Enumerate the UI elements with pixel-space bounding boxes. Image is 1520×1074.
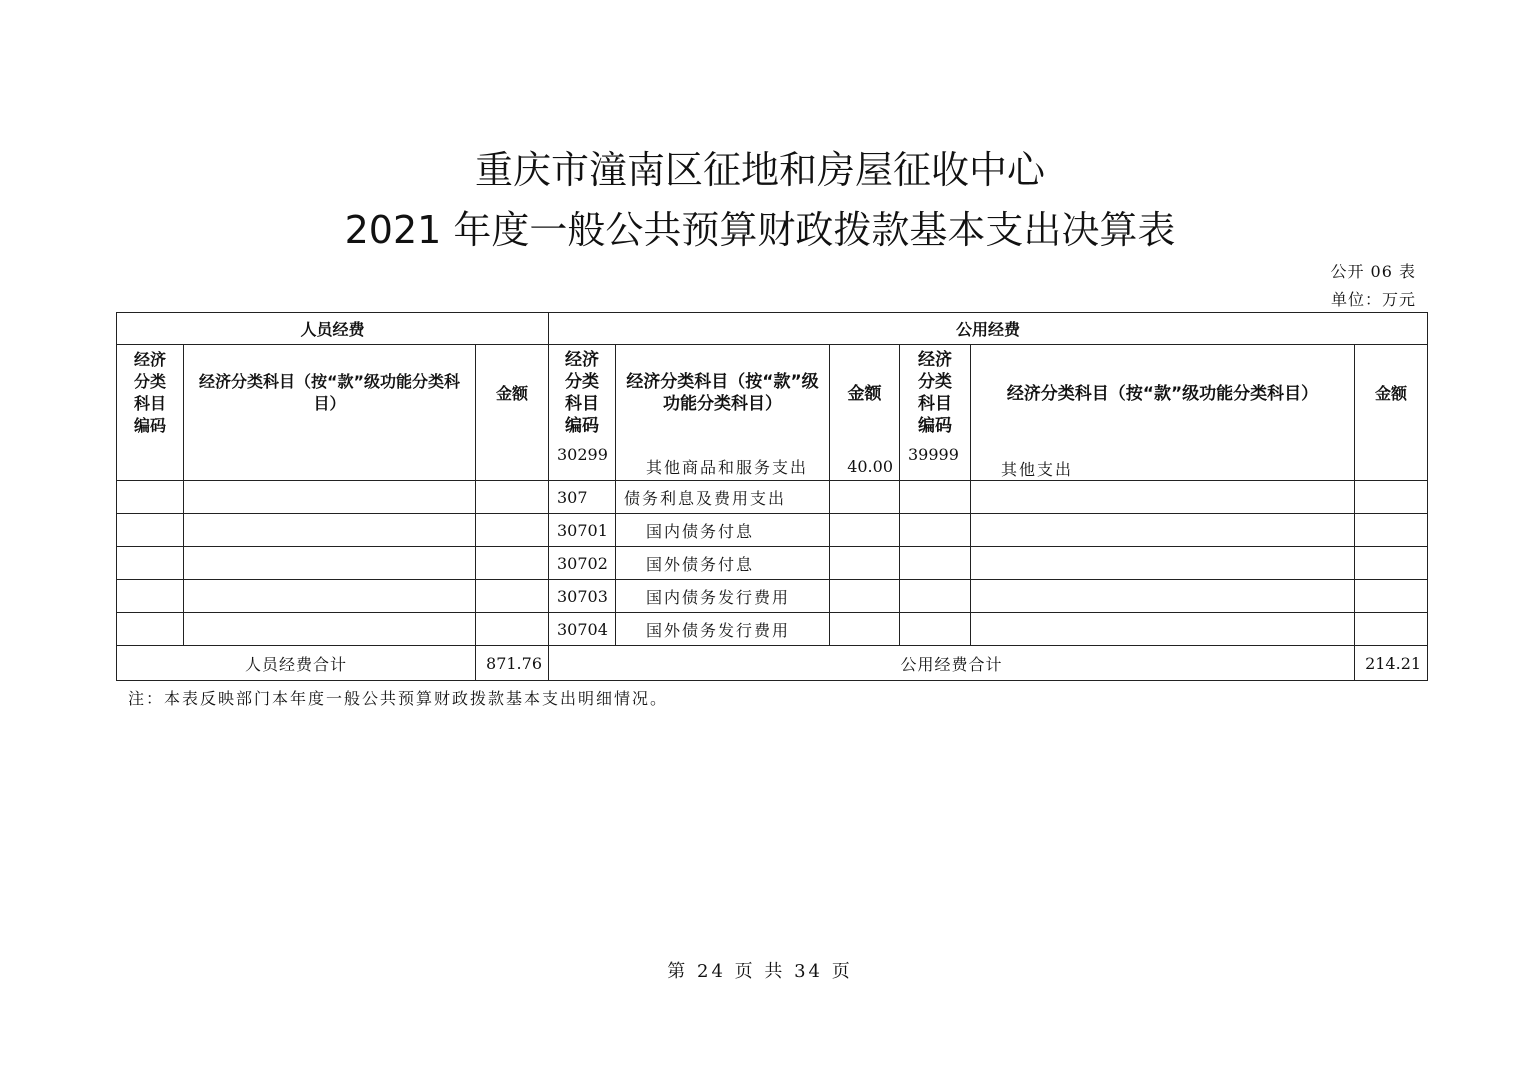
row-name: 其他支出 [1001,460,1074,479]
totals-row [117,646,1428,681]
row-code: 39999 [908,445,959,464]
table-note: 注：本表反映部门本年度一般公共预算财政拨款基本支出明细情况。 [128,689,669,708]
table-row [117,580,1428,613]
header-subject-public-right: 经济分类科目（按“款”级功能分类科目） [1006,384,1319,404]
header-amount-public-mid: 金额 [847,384,882,404]
public-total-label: 公用经费合计 [549,646,1355,681]
row-code: 307 [549,481,616,514]
form-number: 公开 06 表 [1330,262,1416,281]
header-code-personnel: 经济 分类 科目 编码 [117,345,184,481]
row-code: 30703 [549,580,616,613]
row-code: 30299 [557,445,608,464]
group-header-personnel: 人员经费 [117,313,549,345]
header-subject-public-mid-cell [616,345,830,481]
row-name: 国内债务付息 [616,514,830,547]
row-name: 债务利息及费用支出 [616,481,830,514]
header-amount-public-mid-cell [830,345,900,481]
table-row [117,481,1428,514]
table-row [117,547,1428,580]
personnel-total-amount: 871.76 [476,646,549,681]
row-name: 国外债务付息 [616,547,830,580]
header-amount-public-right: 金额 [1355,345,1428,481]
row-name: 国外债务发行费用 [616,613,830,646]
document-title-line1: 重庆市潼南区征地和房屋征收中心 [474,148,1045,192]
personnel-total-label: 人员经费合计 [117,646,476,681]
expenditure-table [116,312,1428,681]
header-code-public-mid: 经济 分类 科目 编码 [565,350,599,436]
table-row [117,613,1428,646]
table-row [117,514,1428,547]
row-name: 其他商品和服务支出 [646,458,809,477]
header-code-public-right-cell [900,345,971,481]
row-code: 30704 [549,613,616,646]
header-amount-personnel: 金额 [476,345,549,481]
row-name: 国内债务发行费用 [616,580,830,613]
document-title-line2: 2021 年度一般公共预算财政拨款基本支出决算表 [344,208,1176,252]
row-code: 30702 [549,547,616,580]
page-number: 第 24 页 共 34 页 [667,961,853,982]
row-amount: 40.00 [847,457,893,476]
public-total-amount: 214.21 [1355,646,1428,681]
header-subject-public-right-cell [971,345,1355,481]
header-subject-public-mid: 经济分类科目（按“款”级功能分类科目） [626,372,819,414]
header-subject-personnel: 经济分类科目（按“款”级功能分类科目） [184,345,476,481]
header-code-public-right: 经济 分类 科目 编码 [918,350,952,436]
header-code-public-mid-cell [549,345,616,481]
group-header-public: 公用经费 [549,313,1428,345]
unit-label: 单位：万元 [1330,290,1416,309]
row-code: 30701 [549,514,616,547]
